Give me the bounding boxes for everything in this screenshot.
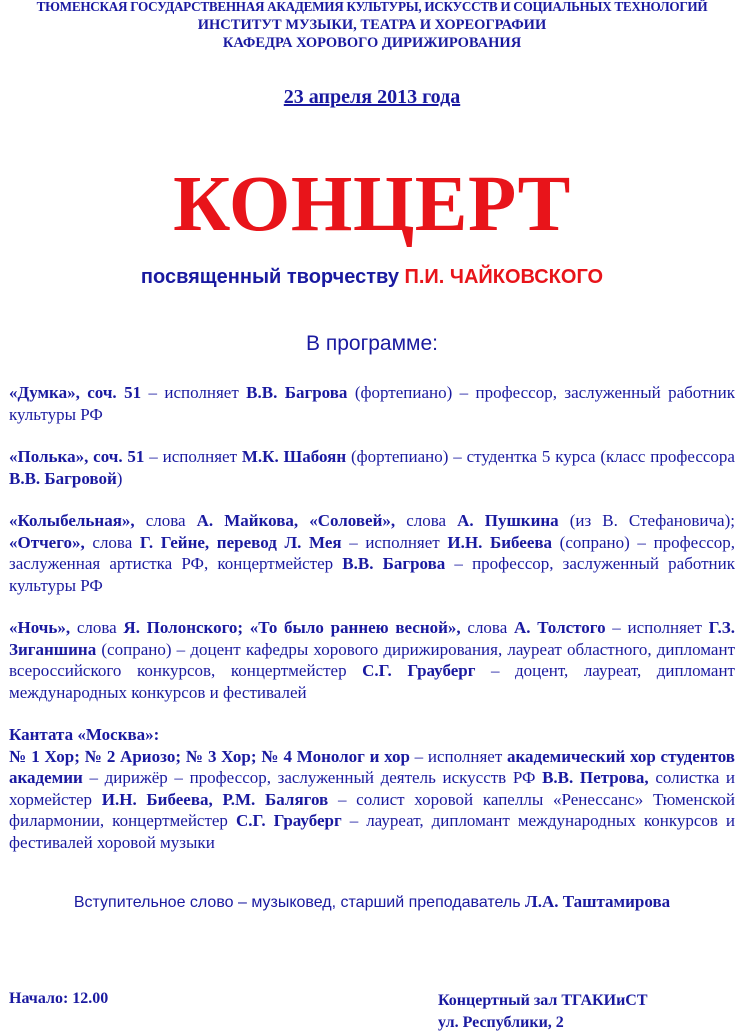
item-text: – доцент, лауреат, дипломант международных конкурсов и фестивалей [9, 661, 735, 702]
choir-name: академический хор студентов академии [9, 746, 735, 787]
poet-name: А. Пушкина [457, 511, 559, 530]
header [0, 0, 744, 52]
subtitle-prefix: посвященный творчеству [140, 266, 405, 288]
piece-title: Кантата «Москва»: [9, 725, 160, 744]
piece-title: «Думка», соч. 51 [9, 383, 142, 402]
poet-name: Г. Гейне, перевод Л. Мея [139, 532, 342, 552]
item-text: слова [134, 511, 197, 530]
accompanist-name: С.Г. Грауберг [235, 811, 342, 830]
intro-speech [0, 892, 744, 912]
conductor-name: В.В. Петрова, [542, 768, 649, 787]
concert-date: 23 апреля 2013 года [283, 86, 461, 108]
item-text: слова [395, 511, 458, 530]
item-text: (сопрано) – доцент кафедры хорового дирижирования, лауреат областного, дипломант всероссийского конкурсов, концертмейстер [9, 639, 735, 680]
musicologist-name: Л.А. Таштамирова [525, 892, 671, 911]
movements-list: № 1 Хор; № 2 Ариозо; № 3 Хор; № 4 Монолог и хор [9, 746, 410, 766]
soloist-names: И.Н. Бибеева, Р.М. Балягов [101, 789, 329, 809]
performer-name: В.В. Багрова [246, 383, 348, 402]
program-list [9, 382, 735, 853]
program-item-cantata [9, 724, 735, 853]
accompanist-name: С.Г. Грауберг [362, 661, 476, 680]
item-text: (фортепиано) – студентка 5 курса (класс профессора [346, 447, 735, 466]
performer-name: М.К. Шабоян [241, 447, 347, 466]
intro-text: Вступительное слово – музыковед, старший преподаватель [73, 894, 526, 911]
item-text: – профессор, заслуженный работник культуры РФ [9, 554, 736, 595]
item-text: солистка и хормейстер [9, 768, 735, 809]
teacher-name: В.В. Багровой [9, 468, 117, 488]
item-text: – исполняет [141, 383, 247, 402]
item-text: – лауреат, дипломант международных конкурсов и фестивалей хоровой музыки [9, 811, 735, 852]
piece-title: «Отчего», [9, 532, 85, 552]
item-text: – исполняет [341, 532, 448, 552]
poster-title: КОНЦЕРТ [173, 161, 571, 248]
academy-name: ТЮМЕНСКАЯ ГОСУДАРСТВЕННАЯ АКАДЕМИЯ КУЛЬТУРЫ, ИСКУССТВ И СОЦИАЛЬНЫХ ТЕХНОЛОГИЙ [36, 0, 708, 14]
program-item-polka [9, 446, 735, 489]
piece-title: «Ночь», [9, 618, 71, 637]
venue-name: Концертный зал ТГАКИиСТ [438, 992, 648, 1009]
item-text: – исполняет [144, 447, 242, 466]
item-text: – солист хоровой капеллы «Ренессанс» Тюменской филармонии, концертмейстер [9, 789, 735, 830]
program-heading: В программе: [306, 332, 438, 355]
subtitle [0, 266, 744, 289]
item-text: (сопрано) – профессор, заслуженная артистка РФ, концертмейстер [9, 532, 735, 573]
venue [438, 990, 648, 1034]
item-text: – дирижёр – профессор, заслуженный деятель искусств РФ [82, 768, 543, 787]
item-text: – исполняет [605, 618, 709, 637]
accompanist-name: В.В. Багрова [342, 554, 446, 573]
item-text: слова [84, 532, 140, 552]
piece-title: «Полька», соч. 51 [9, 447, 145, 466]
item-text: слова [460, 618, 514, 637]
performer-name: Г.З. Зиганшина [9, 618, 735, 659]
item-text: (из В. Стефановича); [558, 511, 735, 530]
piece-title: «Колыбельная», [9, 511, 135, 530]
poet-name: А. Толстого [513, 618, 606, 637]
performer-name: И.Н. Бибеева [447, 532, 553, 552]
start-time: Начало: 12.00 [9, 990, 109, 1007]
item-text: (фортепиано) – профессор, заслуженный работник культуры РФ [9, 383, 735, 424]
piece-title: Я. Полонского; «То было раннею весной», [123, 618, 461, 637]
venue-address: ул. Республики, 2 [438, 1014, 564, 1031]
program-item-dumka [9, 382, 735, 425]
department-name: КАФЕДРА ХОРОВОГО ДИРИЖИРОВАНИЯ [222, 35, 522, 51]
institute-name: ИНСТИТУТ МУЗЫКИ, ТЕАТРА И ХОРЕОГРАФИИ [197, 17, 547, 33]
item-text: ) [116, 468, 123, 488]
item-text: слова [70, 618, 124, 637]
item-text: – исполняет [409, 746, 507, 766]
program-item-romances [9, 510, 735, 596]
piece-title: А. Майкова, «Соловей», [196, 511, 396, 530]
composer-name: П.И. ЧАЙКОВСКОГО [404, 266, 604, 288]
program-item-night [9, 617, 735, 703]
